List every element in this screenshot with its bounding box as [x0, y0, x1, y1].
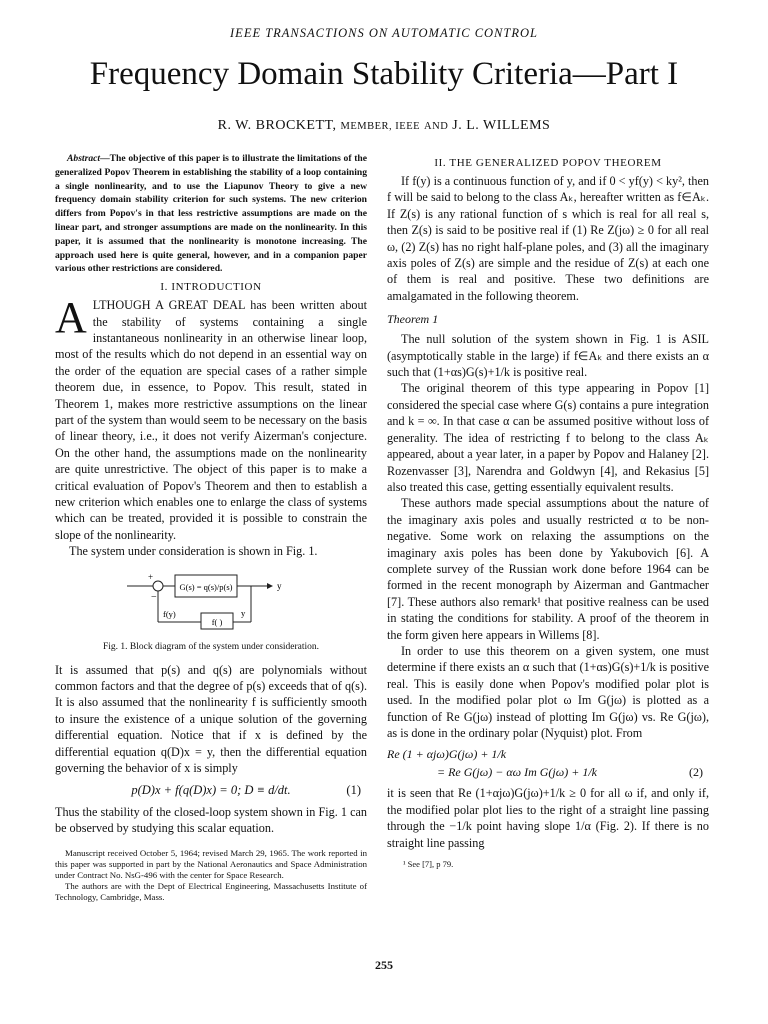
footnotes [55, 848, 367, 903]
section-2-paragraph-2: The original theorem of this type appearing in Popov [1] considered the special case where G(s) contains a pure integration and k = ∞. In that case α can be assumed positive without loss of generality. The idea of restricting f to belong to the class Aₖ appeared, about a year later, in a paper by Popov and Halaney [2]. Rozenvasser [3], Narendra and Goldwyn [4], and Rekasius [5] also treated this case, getting essentially equivalent results. [387, 381, 710, 494]
section-2-paragraph-4: In order to use this theorem on a given system, one must determine if there exists an α such that (1+αs)G(s)+1/k is positive real. This is easily done when Popov's modified polar plot is used. In the modified polar plot ω Im G(jω) is plotted as a function of Re G(jω) instead of plotting Im G(jω) vs. Re G(jω), as is done in the ordinary polar (Nyquist) plot. From [387, 643, 709, 740]
figure-1-caption: Fig. 1. Block diagram of the system under consideration. [102, 641, 320, 652]
plus-sign: + [148, 571, 154, 582]
right-footnote: ¹ See [7], p 79. [403, 859, 454, 870]
page-number: 255 [375, 958, 393, 972]
equation-2-line-2 [387, 763, 709, 781]
theorem-1-text: The null solution of the system shown in Fig. 1 is ASIL (asymptotically stable in the large) if f∈Aₖ and there exists an α such that (1+αs)G(s)+1/k is positive real. [387, 332, 709, 380]
author-2: J. L. WILLEMS [452, 118, 551, 133]
summing-junction [153, 581, 163, 591]
output-y-label: y [277, 580, 282, 591]
left-column [55, 152, 367, 903]
journal-header: IEEE TRANSACTIONS ON AUTOMATIC CONTROL [230, 26, 538, 40]
equation-1 [55, 783, 367, 798]
equation-2-number: (2) [689, 765, 703, 780]
equation-1-body: p(D)x + f(q(D)x) = 0; D ≡ d/dt. [131, 782, 291, 797]
section-2-paragraph-1: If f(y) is a continuous function of y, and if 0 < yf(y) < ky², then f will be said to belong to the class Aₖ, hereafter written as f∈Aₖ. If Z(s) is any rational function of s which is real for all real s, then Z(s) is said to be positive real if (1) Re Z(jω) ≥ 0 for all real ω, (2) Z(s) has no right half-plane poles, and (3) all the imaginary axis poles of Z(s) are simple and the residue of Z(s) at each one of them is real and positive. These two definitions are amalgamated in the following theorem. [387, 174, 709, 303]
section-2-paragraph-3: These authors made special assumptions about the nature of the imaginary axis poles and usually restricted α to be non-negative. Some work on relaxing the assumptions on the imaginary axis poles has been done by Yakubovich [6]. A complete survey of the Russian work done before 1964 can be formed in the recent monograph by Aizerman and Gantmacher [7]. These authors also remark¹ that positive realness can be used in stating the conditions for stability. A proof of the theorem in the form given here appears in Willems [8]. [387, 496, 709, 642]
abstract-text: —The objective of this paper is to illustrate the limitations of the generalized Popov Theorem in establishing the stability of a loop containing a single nonlinearity, and to use the Liapunov Theory to give a new frequency domain stability criterion for such systems. The new criterion differs from Popov's in that less restrictive assumptions are made on the linear part, and stronger assumptions are made on the nonlinearity. In this paper, it is assumed that the nonlinearity is monotone increasing. The approach used here is quite general, however, and in a companion paper various other restrictions are considered. [55, 153, 367, 275]
paper-title: Frequency Domain Stability Criteria—Part I [89, 56, 679, 92]
equation-1-number: (1) [346, 782, 361, 797]
author-line [0, 118, 768, 134]
output-arrow [267, 583, 273, 589]
right-column [387, 152, 709, 869]
intro-text-1: LTHOUGH A GREAT DEAL has been written about the stability of systems containing a single instantaneous nonlinearity in an otherwise linear loop, most of the results which do not depend in an essential way on the order of the equation are special cases of a rather simple theorem due, in essence, to Popov. This result, stated in Theorem 1, makes more restrictive assumptions on the linear part of the system than would seem to be necessary on the basis of linear theory, i.e., it does not verify Aizerman's conjecture. On the other hand, the assumptions made on the nonlinearity are quite unrestrictive. The object of this paper is to make a critical evaluation of Popov's Theorem and then to establish a new criterion which enables one to enlarge the class of systems which can be treated, provided it is possible to constrain the slope of the nonlinearity. [55, 298, 367, 542]
author-and: AND [424, 121, 449, 132]
g-label: G(s) = q(s)/p(s) [179, 581, 233, 592]
abstract [55, 152, 367, 276]
drop-cap: A [55, 293, 87, 343]
theorem-1-label: Theorem 1 [387, 312, 439, 327]
f-input-y-label: y [241, 607, 246, 618]
footnote-manuscript: Manuscript received October 5, 1964; revised March 29, 1965. The work reported in this paper was supported in part by the National Aeronautics and Space Administration under Contract No. NsG-496 with the center for Space Research. [55, 848, 367, 881]
footnote-affiliation: The authors are with the Dept of Electrical Engineering, Massachusetts Institute of Technology, Cambridge, Mass. [55, 881, 367, 903]
block-diagram-svg [55, 566, 367, 638]
fy-label: f(y) [163, 608, 176, 619]
equation-2-line-1: Re (1 + αjω)G(jω) + 1/k [387, 747, 507, 762]
closed-loop-paragraph: Thus the stability of the closed-loop system shown in Fig. 1 can be observed by studying this scalar equation. [55, 804, 367, 835]
figure-1-block-diagram [55, 566, 367, 638]
section-2-paragraph-5: it is seen that Re (1+αjω)G(jω)+1/k ≥ 0 for all ω if, and only if, the modified polar plot lies to the right of a straight line passing through the −1/k point having slope 1/α (Fig. 2). If there is no straight line passing [387, 786, 709, 850]
intro-heading: I. INTRODUCTION [160, 281, 262, 294]
intro-text-2: The system under consideration is shown in Fig. 1. [69, 544, 318, 559]
intro-paragraph-1 [55, 293, 367, 543]
section-2-heading: II. THE GENERALIZED POPOV THEOREM [434, 157, 662, 169]
assumptions-paragraph: It is assumed that p(s) and q(s) are polynomials without common factors and that the degree of p(s) exceeds that of q(s). It is also assumed that the nonlinearity f is sufficiently smooth to insure the existence of a unique solution of the governing differential equation. Notice that if x is defined by the differential equation q(D)x = y, then the differential equation governing the behavior of x is simply [55, 662, 367, 776]
minus-sign: − [151, 591, 157, 603]
equation-2 [387, 745, 709, 781]
author-role: MEMBER, IEEE [340, 121, 421, 132]
equation-2-rhs: = Re G(jω) − αω Im G(jω) + 1/k [437, 765, 597, 780]
author-1: R. W. BROCKETT, [217, 118, 337, 133]
abstract-label: Abstract [67, 153, 101, 164]
f-label: f( ) [211, 616, 223, 627]
